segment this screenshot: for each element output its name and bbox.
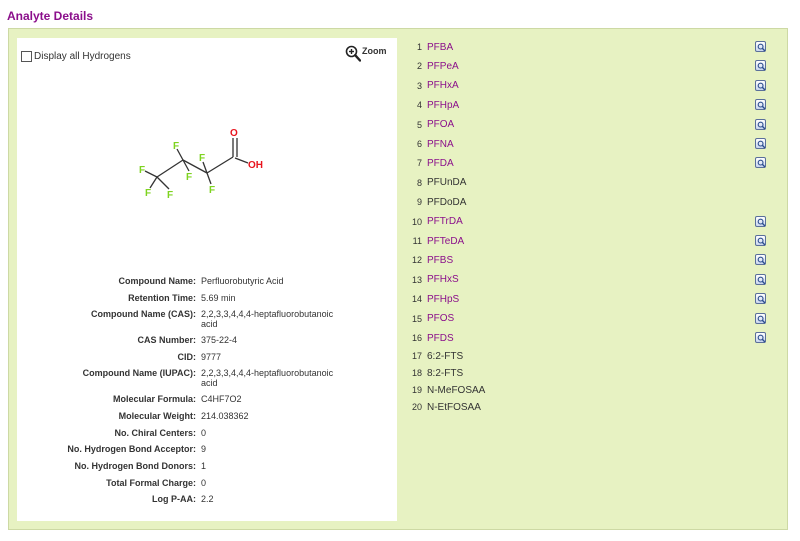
property-label: Total Formal Charge: bbox=[106, 478, 196, 488]
property-value: 9 bbox=[201, 444, 207, 454]
property-label: CAS Number: bbox=[137, 335, 196, 345]
analyte-name: N-EtFOSAA bbox=[427, 401, 481, 413]
property-label: No. Chiral Centers: bbox=[114, 428, 196, 438]
analyte-link[interactable]: PFHxA bbox=[427, 80, 459, 92]
analyte-number: 3 bbox=[416, 80, 422, 91]
analyte-link[interactable]: PFTrDA bbox=[427, 216, 463, 228]
property-row bbox=[17, 411, 397, 421]
analyte-number: 13 bbox=[411, 274, 422, 285]
property-value: 1 bbox=[201, 461, 207, 471]
analyte-number: 6 bbox=[416, 139, 422, 149]
analyte-row bbox=[407, 58, 777, 74]
magnifier-icon bbox=[757, 159, 766, 168]
view-structure-button[interactable] bbox=[755, 235, 766, 246]
analyte-row bbox=[407, 348, 777, 364]
analyte-link[interactable]: PFOA bbox=[427, 119, 455, 131]
analyte-number: 8 bbox=[416, 177, 422, 188]
view-structure-button[interactable] bbox=[755, 293, 766, 304]
property-row bbox=[17, 444, 397, 454]
display-hydrogens-toggle[interactable] bbox=[21, 51, 131, 62]
analyte-row bbox=[407, 291, 777, 307]
analyte-number: 18 bbox=[411, 368, 422, 378]
view-structure-button[interactable] bbox=[755, 80, 766, 91]
analyte-row bbox=[407, 382, 777, 398]
property-row bbox=[17, 461, 397, 471]
property-row bbox=[17, 309, 397, 329]
property-label: Retention Time: bbox=[128, 293, 196, 303]
analyte-link[interactable]: PFDA bbox=[427, 157, 454, 169]
analyte-number: 12 bbox=[411, 255, 422, 266]
property-value: 214.038362 bbox=[201, 411, 249, 421]
property-label: No. Hydrogen Bond Donors: bbox=[74, 461, 196, 471]
analyte-number: 20 bbox=[411, 402, 422, 412]
analyte-name: 6:2-FTS bbox=[427, 350, 464, 362]
fluorine-label: F bbox=[209, 185, 216, 196]
property-value: 0 bbox=[201, 478, 207, 488]
analyte-row bbox=[407, 272, 777, 288]
section-title: Analyte Details bbox=[7, 9, 94, 23]
analyte-number: 9 bbox=[416, 197, 422, 208]
property-value: 2,2,3,3,4,4,4-heptafluorobutanoic acid bbox=[201, 368, 334, 388]
property-row bbox=[17, 494, 397, 504]
property-label: No. Hydrogen Bond Acceptor: bbox=[67, 444, 196, 454]
view-structure-button[interactable] bbox=[755, 254, 766, 265]
analyte-row bbox=[407, 399, 777, 415]
property-value: 0 bbox=[201, 428, 207, 438]
analyte-number: 11 bbox=[412, 236, 422, 246]
analyte-link[interactable]: PFBS bbox=[427, 254, 454, 266]
display-hydrogens-label: Display all Hydrogens bbox=[34, 51, 131, 62]
analyte-number: 15 bbox=[411, 313, 422, 324]
magnifier-icon bbox=[757, 140, 766, 149]
analyte-row bbox=[407, 136, 777, 152]
view-structure-button[interactable] bbox=[755, 313, 766, 324]
analyte-link[interactable]: PFTeDA bbox=[427, 235, 465, 247]
property-row bbox=[17, 394, 397, 404]
zoom-magnifier-icon bbox=[345, 45, 361, 62]
zoom-button[interactable] bbox=[345, 45, 387, 62]
property-value: 5.69 min bbox=[201, 293, 236, 303]
analyte-name: 8:2-FTS bbox=[427, 367, 464, 379]
analyte-link[interactable]: PFNA bbox=[427, 138, 454, 150]
property-value: C4HF7O2 bbox=[201, 394, 242, 404]
hydroxyl-label: OH bbox=[248, 160, 263, 171]
analyte-number: 14 bbox=[411, 294, 422, 305]
property-row bbox=[17, 352, 397, 362]
display-hydrogens-checkbox[interactable] bbox=[21, 51, 32, 62]
view-structure-button[interactable] bbox=[755, 216, 766, 227]
view-structure-button[interactable] bbox=[755, 41, 766, 52]
analyte-row bbox=[407, 214, 777, 230]
view-structure-button[interactable] bbox=[755, 119, 766, 130]
magnifier-icon bbox=[757, 121, 766, 130]
fluorine-label: F bbox=[145, 188, 152, 199]
analyte-row bbox=[407, 330, 777, 346]
analyte-link[interactable]: PFBA bbox=[427, 41, 454, 53]
magnifier-icon bbox=[757, 334, 766, 343]
property-value: 2.2 bbox=[201, 494, 214, 504]
property-row bbox=[17, 428, 397, 438]
magnifier-icon bbox=[757, 276, 766, 285]
analyte-row bbox=[407, 233, 777, 249]
molecule-structure bbox=[127, 116, 267, 206]
property-label: Molecular Formula: bbox=[112, 394, 196, 404]
analyte-number: 16 bbox=[411, 333, 422, 343]
analyte-link[interactable]: PFPeA bbox=[427, 60, 459, 72]
property-label: Molecular Weight: bbox=[118, 411, 196, 421]
magnifier-icon bbox=[757, 82, 766, 91]
fluorine-label: F bbox=[199, 153, 206, 164]
analyte-row bbox=[407, 39, 777, 55]
analyte-name: PFUnDA bbox=[427, 177, 467, 189]
analyte-number: 5 bbox=[416, 119, 422, 130]
property-label: Log P-AA: bbox=[152, 494, 196, 504]
view-structure-button[interactable] bbox=[755, 274, 766, 285]
property-row bbox=[17, 478, 397, 488]
analyte-link[interactable]: PFHxS bbox=[427, 274, 459, 286]
analyte-link[interactable]: PFDS bbox=[427, 332, 454, 344]
property-value: Perfluorobutyric Acid bbox=[201, 276, 284, 286]
property-value: 9777 bbox=[201, 352, 222, 362]
analyte-name: PFDoDA bbox=[427, 196, 467, 208]
property-label: CID: bbox=[177, 352, 196, 362]
analyte-row bbox=[407, 365, 777, 381]
analyte-row bbox=[407, 252, 777, 268]
view-structure-button[interactable] bbox=[755, 157, 766, 168]
property-row bbox=[17, 335, 397, 345]
fluorine-label: F bbox=[173, 141, 180, 152]
analyte-number: 17 bbox=[411, 351, 422, 361]
analyte-row bbox=[407, 155, 777, 171]
magnifier-icon bbox=[757, 101, 766, 110]
magnifier-icon bbox=[757, 218, 766, 227]
analyte-number: 4 bbox=[416, 100, 422, 111]
analyte-name: N-MeFOSAA bbox=[427, 384, 486, 396]
analyte-number: 1 bbox=[416, 42, 422, 52]
analyte-row bbox=[407, 117, 777, 133]
view-structure-button[interactable] bbox=[755, 99, 766, 110]
analyte-row bbox=[407, 175, 777, 191]
property-label: Compound Name: bbox=[118, 276, 196, 286]
analyte-number: 7 bbox=[416, 158, 422, 169]
analyte-link[interactable]: PFHpS bbox=[427, 293, 460, 305]
analyte-number: 10 bbox=[411, 216, 422, 227]
analyte-number: 19 bbox=[411, 385, 422, 395]
property-row bbox=[17, 293, 397, 303]
fluorine-label: F bbox=[186, 172, 193, 183]
analyte-row bbox=[407, 78, 777, 94]
oxygen-label: O bbox=[230, 128, 238, 139]
magnifier-icon bbox=[757, 62, 766, 71]
view-structure-button[interactable] bbox=[755, 332, 766, 343]
magnifier-icon bbox=[757, 43, 766, 52]
analyte-row bbox=[407, 97, 777, 113]
analyte-row bbox=[407, 311, 777, 327]
analyte-link[interactable]: PFOS bbox=[427, 313, 455, 325]
view-structure-button[interactable] bbox=[755, 60, 766, 71]
analyte-number: 2 bbox=[416, 61, 422, 72]
property-value: 2,2,3,3,4,4,4-heptafluorobutanoic acid bbox=[201, 309, 334, 329]
analyte-link[interactable]: PFHpA bbox=[427, 99, 460, 111]
property-label: Compound Name (IUPAC): bbox=[82, 368, 196, 378]
fluorine-label: F bbox=[167, 190, 174, 201]
analyte-details-panel bbox=[8, 28, 788, 530]
magnifier-icon bbox=[757, 256, 766, 265]
property-row bbox=[17, 276, 397, 286]
property-row bbox=[17, 368, 397, 388]
view-structure-button[interactable] bbox=[755, 138, 766, 149]
fluorine-label: F bbox=[139, 165, 146, 176]
structure-card bbox=[17, 38, 397, 521]
analyte-row bbox=[407, 194, 777, 210]
magnifier-icon bbox=[757, 237, 766, 246]
property-label: Compound Name (CAS): bbox=[91, 309, 196, 319]
magnifier-icon bbox=[757, 315, 766, 324]
property-value: 375-22-4 bbox=[201, 335, 238, 345]
magnifier-icon bbox=[757, 295, 766, 304]
zoom-label: Zoom bbox=[362, 46, 387, 56]
